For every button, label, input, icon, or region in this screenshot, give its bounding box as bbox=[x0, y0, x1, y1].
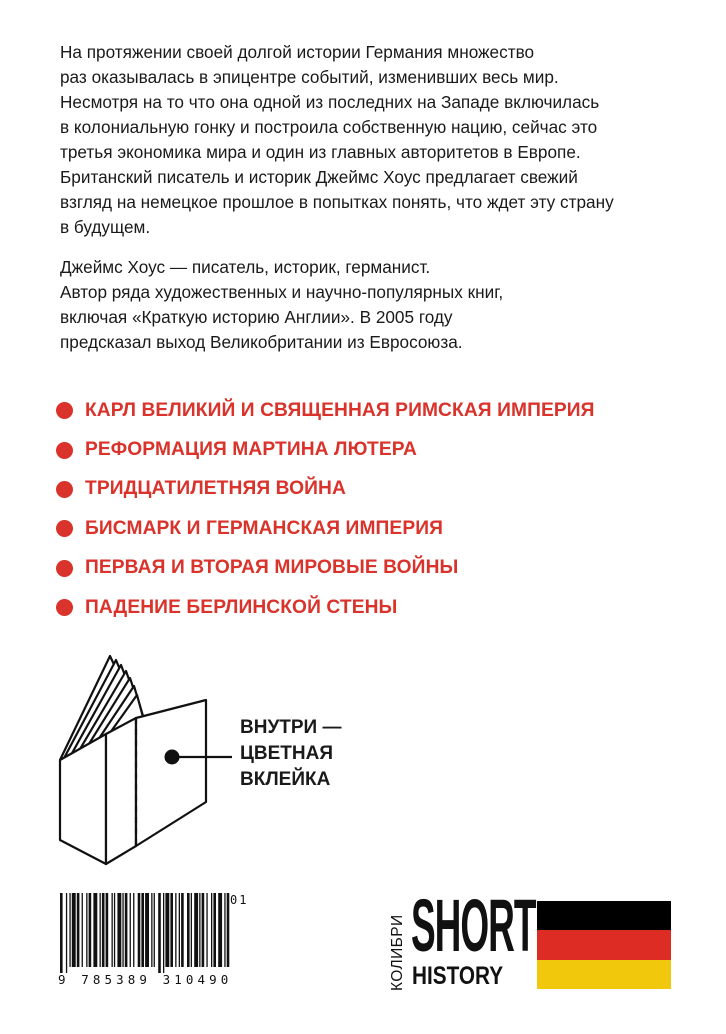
barcode-bar bbox=[117, 893, 121, 967]
barcode-bar bbox=[154, 893, 155, 967]
barcode-bar bbox=[202, 893, 205, 967]
barcode-bar bbox=[145, 893, 149, 967]
barcode-bar bbox=[170, 893, 173, 967]
barcode-bar bbox=[125, 893, 128, 967]
barcode-bar bbox=[133, 893, 134, 967]
barcode-bar bbox=[141, 893, 144, 967]
barcode-bar bbox=[227, 893, 230, 967]
flag-stripe-black bbox=[537, 901, 671, 930]
barcode-bar bbox=[100, 893, 101, 967]
barcode-bar bbox=[102, 893, 105, 967]
topic-label: БИСМАРК И ГЕРМАНСКАЯ ИМПЕРИЯ bbox=[85, 517, 443, 539]
barcode-bar bbox=[66, 893, 67, 973]
topic-list bbox=[56, 391, 595, 627]
inside-note-line: ВКЛЕЙКА bbox=[240, 769, 331, 790]
barcode-bar bbox=[130, 893, 131, 967]
barcode-bar bbox=[175, 893, 176, 967]
barcode-addon-digits: 01 bbox=[230, 893, 249, 907]
series-logo-history: HISTORY bbox=[412, 962, 504, 990]
description-line: На протяжении своей долгой истории Германия множество bbox=[60, 42, 535, 62]
barcode-bar bbox=[187, 893, 190, 967]
description-line: Несмотря на то что она одной из последних на Западе включилась bbox=[60, 92, 600, 112]
topic-label: КАРЛ ВЕЛИКИЙ И СВЯЩЕННАЯ РИМСКАЯ ИМПЕРИЯ bbox=[85, 399, 595, 421]
barcode-bar bbox=[158, 893, 161, 973]
bullet-dot-icon bbox=[56, 599, 73, 616]
barcode-bar bbox=[82, 893, 83, 967]
description-line: взгляд на немецкое прошлое в попытках понять, что ждет эту страну bbox=[60, 192, 614, 212]
barcode-bar bbox=[206, 893, 207, 967]
topic-item bbox=[56, 588, 595, 627]
description-line: в будущем. bbox=[60, 217, 151, 237]
barcode-bar bbox=[211, 893, 212, 967]
barcode-bar bbox=[191, 893, 192, 967]
inside-color-insert-note bbox=[240, 715, 341, 793]
barcode-bar bbox=[114, 893, 115, 967]
barcode-bar bbox=[77, 893, 80, 967]
barcode-bar bbox=[86, 893, 87, 967]
bio-line: Джеймс Хоус — писатель, историк, германист. bbox=[60, 257, 431, 277]
barcode-bar bbox=[218, 893, 222, 967]
topic-item bbox=[56, 549, 595, 588]
barcode-bar bbox=[93, 893, 97, 967]
topic-label: ПАДЕНИЕ БЕРЛИНСКОЙ СТЕНЫ bbox=[85, 596, 398, 618]
description-line: раз оказывалась в эпицентре событий, изменивших весь мир. bbox=[60, 67, 559, 87]
topic-item bbox=[56, 430, 595, 469]
barcode-bar bbox=[138, 893, 141, 967]
barcode-bar bbox=[122, 893, 123, 967]
flag-stripe-gold bbox=[537, 960, 671, 989]
topic-label: ТРИДЦАТИЛЕТНЯЯ ВОЙНА bbox=[85, 478, 346, 500]
barcode-bar bbox=[181, 893, 184, 967]
bullet-dot-icon bbox=[56, 560, 73, 577]
bio-line: включая «Краткую историю Англии». В 2005 году bbox=[60, 307, 453, 327]
flag-stripe-red bbox=[537, 930, 671, 959]
barcode-bar bbox=[224, 893, 225, 967]
barcode-bar bbox=[106, 893, 109, 967]
isbn-barcode bbox=[58, 893, 254, 973]
topic-label: РЕФОРМАЦИЯ МАРТИНА ЛЮТЕРА bbox=[85, 439, 417, 461]
publisher-name: КОЛИБРИ bbox=[389, 914, 406, 991]
inside-note-line: ЦВЕТНАЯ bbox=[240, 743, 333, 764]
barcode-bar bbox=[151, 893, 152, 967]
description-line: в колониальную гонку и построила собственную нацию, сейчас это bbox=[60, 117, 598, 137]
bullet-dot-icon bbox=[56, 442, 73, 459]
author-bio bbox=[60, 255, 680, 355]
topic-item bbox=[56, 509, 595, 548]
topic-item bbox=[56, 470, 595, 509]
bio-line: Автор ряда художественных и научно-популярных книг, bbox=[60, 282, 504, 302]
barcode-bar bbox=[60, 893, 63, 973]
book-insert-icon bbox=[50, 640, 240, 880]
barcode-bar bbox=[165, 893, 169, 967]
barcode-bar bbox=[72, 893, 76, 967]
barcode-bar bbox=[194, 893, 198, 967]
series-logo-short: SHORT bbox=[411, 884, 536, 967]
germany-flag bbox=[537, 901, 671, 989]
barcode-bar bbox=[69, 893, 70, 967]
bullet-dot-icon bbox=[56, 481, 73, 498]
description-line: третья экономика мира и один из главных авторитетов в Европе. bbox=[60, 142, 581, 162]
isbn-number: 9 785389 310490 bbox=[58, 972, 233, 987]
topic-item bbox=[56, 391, 595, 430]
barcode-bar bbox=[89, 893, 92, 967]
inside-note-line: ВНУТРИ — bbox=[240, 717, 342, 738]
barcode-bar bbox=[199, 893, 200, 967]
barcode-bar bbox=[179, 893, 180, 967]
barcode-bar bbox=[163, 893, 164, 973]
barcode-bar bbox=[213, 893, 216, 967]
topic-label: ПЕРВАЯ И ВТОРАЯ МИРОВЫЕ ВОЙНЫ bbox=[85, 557, 459, 579]
book-description bbox=[60, 40, 680, 240]
bio-line: предсказал выход Великобритании из Евросоюза. bbox=[60, 332, 463, 352]
bullet-dot-icon bbox=[56, 402, 73, 419]
barcode-bar bbox=[112, 893, 113, 967]
description-line: Британский писатель и историк Джеймс Хоус предлагает свежий bbox=[60, 167, 578, 187]
bullet-dot-icon bbox=[56, 520, 73, 537]
